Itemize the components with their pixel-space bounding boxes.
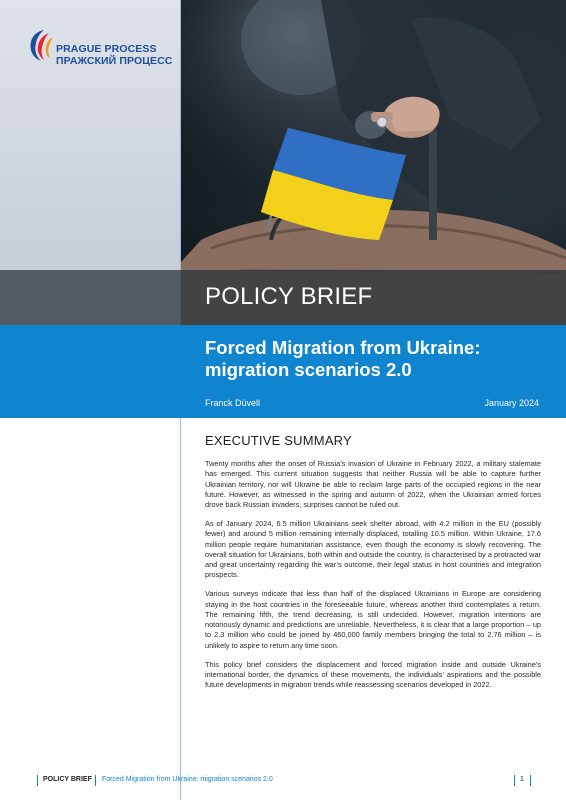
summary-paragraph: This policy brief considers the displacement and forced migration inside and outside Ukraine’s international border, the dynamics of these movements, the individuals’ aspirations and the possible future developments in migration trends while reassessing scenarios developed in 2022. bbox=[205, 659, 541, 690]
executive-summary-section bbox=[205, 433, 541, 699]
summary-paragraph: Twenty months after the onset of Russia’s invasion of Ukraine in February 2022, a military stalemate has emerged. This current situation suggests that neither Russia will be able to capture further Ukrainian territory, nor will Ukraine be able to reclaim large parts of the occupied regions in the near future. However, as witnessed in the spring and autumn of 2022, when the Ukrainian armed forces drove back Russian invaders, surprises cannot be ruled out. bbox=[205, 459, 541, 510]
summary-paragraph: As of January 2024, 6.5 million Ukrainians seek shelter abroad, with 4.2 million in the EU (possibly fewer) and around 5 million remaining internally displaced, totalling 10.5 million. Within Ukraine, 17.6 million people require humanitarian assistance, even though the economy is slowly recovering. The overall situation for Ukrainians, both within and outside the country, is characterised by a protracted war and great uncertainty regarding the war’s outcome, their legal status in host countries and integration prospects. bbox=[205, 518, 541, 580]
logo-text bbox=[56, 43, 172, 67]
footer-document-title: Forced Migration from Ukraine: migration scenarios 2.0 bbox=[102, 776, 273, 783]
page-footer bbox=[0, 772, 566, 790]
series-label: POLICY BRIEF bbox=[205, 283, 373, 310]
footer-divider bbox=[514, 775, 515, 786]
logo-text-english: PRAGUE PROCESS bbox=[56, 43, 157, 55]
logo-text-russian: ПРАЖСКИЙ ПРОЦЕСС bbox=[56, 55, 173, 67]
footer-divider bbox=[530, 775, 531, 786]
summary-paragraph: Various surveys indicate that less than half of the displaced Ukrainians in Europe are considering staying in the host countries in the foreseeable future, whereas another third contemplates a return. The remaining fifth, the trend decreasing, is still undecided. However, migration intentions are notoriously dynamic and predictions are unreliable. Nevertheless, it is clear that a large proportion – up to 2.3 million who could be joined by 460,000 family members bringing the total to 2.76 million – is unlikely to aspire to return any time soon. bbox=[205, 589, 541, 650]
document-title: Forced Migration from Ukraine: migration scenarios 2.0 bbox=[205, 337, 481, 380]
prague-process-logo bbox=[24, 26, 172, 67]
prague-process-logo-icon bbox=[24, 26, 54, 64]
section-heading: EXECUTIVE SUMMARY bbox=[205, 433, 352, 448]
publication-date: January 2024 bbox=[484, 398, 539, 408]
author-name: Franck Düvell bbox=[205, 398, 261, 408]
footer-divider bbox=[95, 775, 96, 786]
footer-divider bbox=[37, 775, 38, 786]
page-number: 1 bbox=[520, 776, 524, 783]
footer-series-label: POLICY BRIEF bbox=[43, 776, 92, 783]
